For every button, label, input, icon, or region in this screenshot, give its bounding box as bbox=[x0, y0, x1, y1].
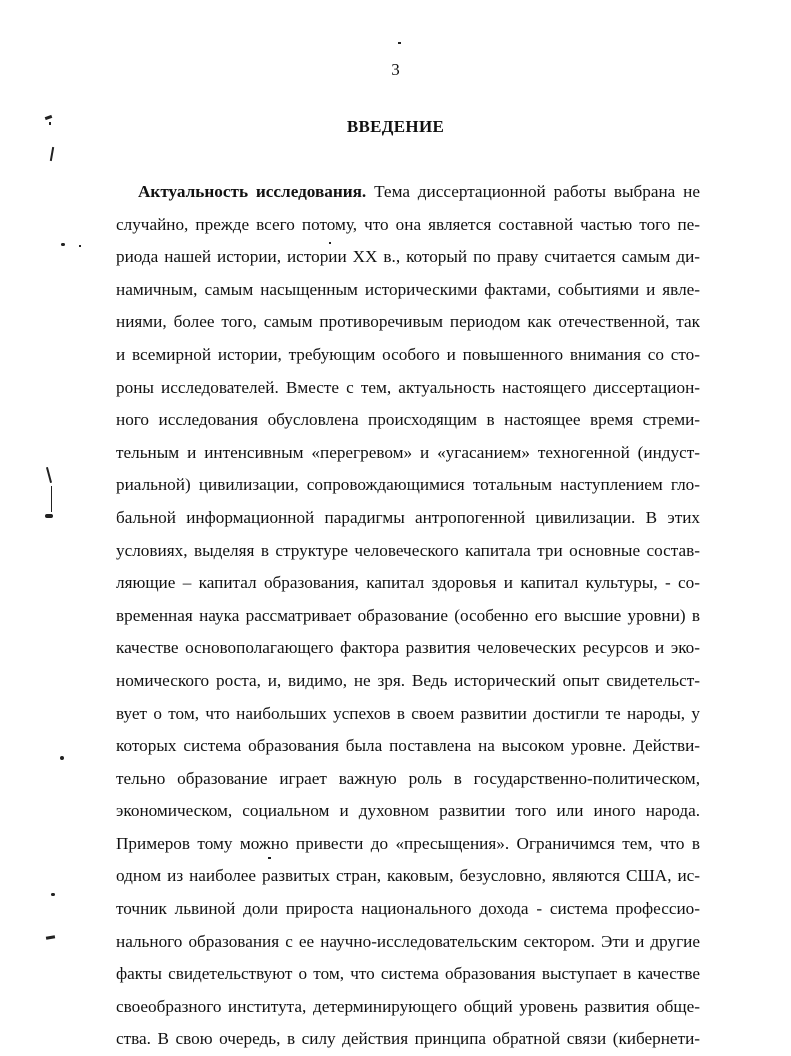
paragraph-line: Примеров тому можно привести до «пресыщения». Ограничимся тем, что в bbox=[116, 833, 700, 853]
paragraph-line: и всемирной истории, требующим особого и повышенного внимания со сто- bbox=[116, 344, 700, 364]
paragraph-line: факты свидетельствуют о том, что система образования выступает в качестве bbox=[116, 964, 700, 984]
paragraph-line: ниями, более того, самым противоречивым периодом как отечественной, так bbox=[116, 312, 700, 332]
scan-speck bbox=[79, 245, 81, 247]
paragraph-line: условиях, выделяя в структуре человеческого капитала три основные состав- bbox=[116, 540, 700, 560]
scan-speck bbox=[46, 467, 52, 483]
paragraph-line: ляющие – капитал образования, капитал здоровья и капитал культуры, - со- bbox=[116, 573, 700, 593]
scan-speck bbox=[45, 514, 53, 518]
paragraph-line: номического роста, и, видимо, не зря. Ведь исторический опыт свидетельст- bbox=[116, 670, 700, 690]
paragraph-line: временная наука рассматривает образование (особенно его высшие уровни) в bbox=[116, 605, 700, 625]
section-heading: ВВЕДЕНИЕ bbox=[346, 117, 445, 136]
paragraph-line: своеобразного института, детерминирующего общий уровень развития обще- bbox=[116, 996, 700, 1016]
body-paragraph bbox=[116, 176, 700, 1056]
scan-speck bbox=[60, 756, 64, 760]
scan-speck bbox=[46, 935, 55, 940]
scan-speck bbox=[51, 486, 52, 512]
paragraph-lead: Актуальность исследования. bbox=[138, 182, 367, 201]
paragraph-line: ного исследования обусловлена происходящим в настоящее время стреми- bbox=[116, 410, 700, 430]
paragraph-line: одном из наиболее развитых стран, каковым, безусловно, являются США, ис- bbox=[116, 866, 700, 886]
paragraph-line: точник львиной доли прироста национального дохода - система профессио- bbox=[116, 899, 700, 919]
scan-speck bbox=[49, 122, 51, 125]
paragraph-line: случайно, прежде всего потому, что она является составной частью того пе- bbox=[116, 214, 700, 234]
scan-speck bbox=[268, 857, 271, 859]
paragraph-line: Актуальность исследования. Тема диссертационной работы выбрана не bbox=[138, 182, 700, 201]
paragraph-line: намичным, самым насыщенным историческими фактами, событиями и явле- bbox=[116, 279, 700, 299]
scan-speck bbox=[398, 42, 401, 44]
paragraph-line: экономическом, социальном и духовном развитии того или иного народа. bbox=[116, 801, 700, 821]
scan-speck bbox=[61, 243, 65, 246]
paragraph-line: вует о том, что наибольших успехов в своем развитии достигли те народы, у bbox=[116, 703, 700, 723]
paragraph-line: качестве основополагающего фактора развития человеческих ресурсов и эко- bbox=[116, 638, 700, 658]
paragraph-line: которых система образования была поставлена на высоком уровне. Действи- bbox=[116, 736, 700, 756]
scan-speck bbox=[51, 893, 55, 896]
paragraph-line: нального образования с ее научно-исследовательским сектором. Эти и другие bbox=[116, 931, 700, 951]
paragraph-line: тельным и интенсивным «перегревом» и «угасанием» техногенной (индуст- bbox=[116, 442, 700, 462]
paragraph-line: тельно образование играет важную роль в государственно-политическом, bbox=[116, 768, 700, 788]
page-number: 3 bbox=[391, 60, 400, 79]
paragraph-line: роны исследователей. Вместе с тем, актуальность настоящего диссертацион- bbox=[116, 377, 700, 397]
paragraph-line: ства. В свою очередь, в силу действия принципа обратной связи (кибернети- bbox=[116, 1029, 700, 1049]
scan-speck bbox=[50, 147, 54, 161]
paragraph-line: риальной) цивилизации, сопровождающимися тотальным наступлением гло- bbox=[116, 475, 700, 495]
paragraph-line: бальной информационной парадигмы антропогенной цивилизации. В этих bbox=[116, 507, 700, 527]
scan-speck bbox=[329, 242, 331, 244]
paragraph-line: риода нашей истории, истории XX в., который по праву считается самым ди- bbox=[116, 247, 700, 267]
